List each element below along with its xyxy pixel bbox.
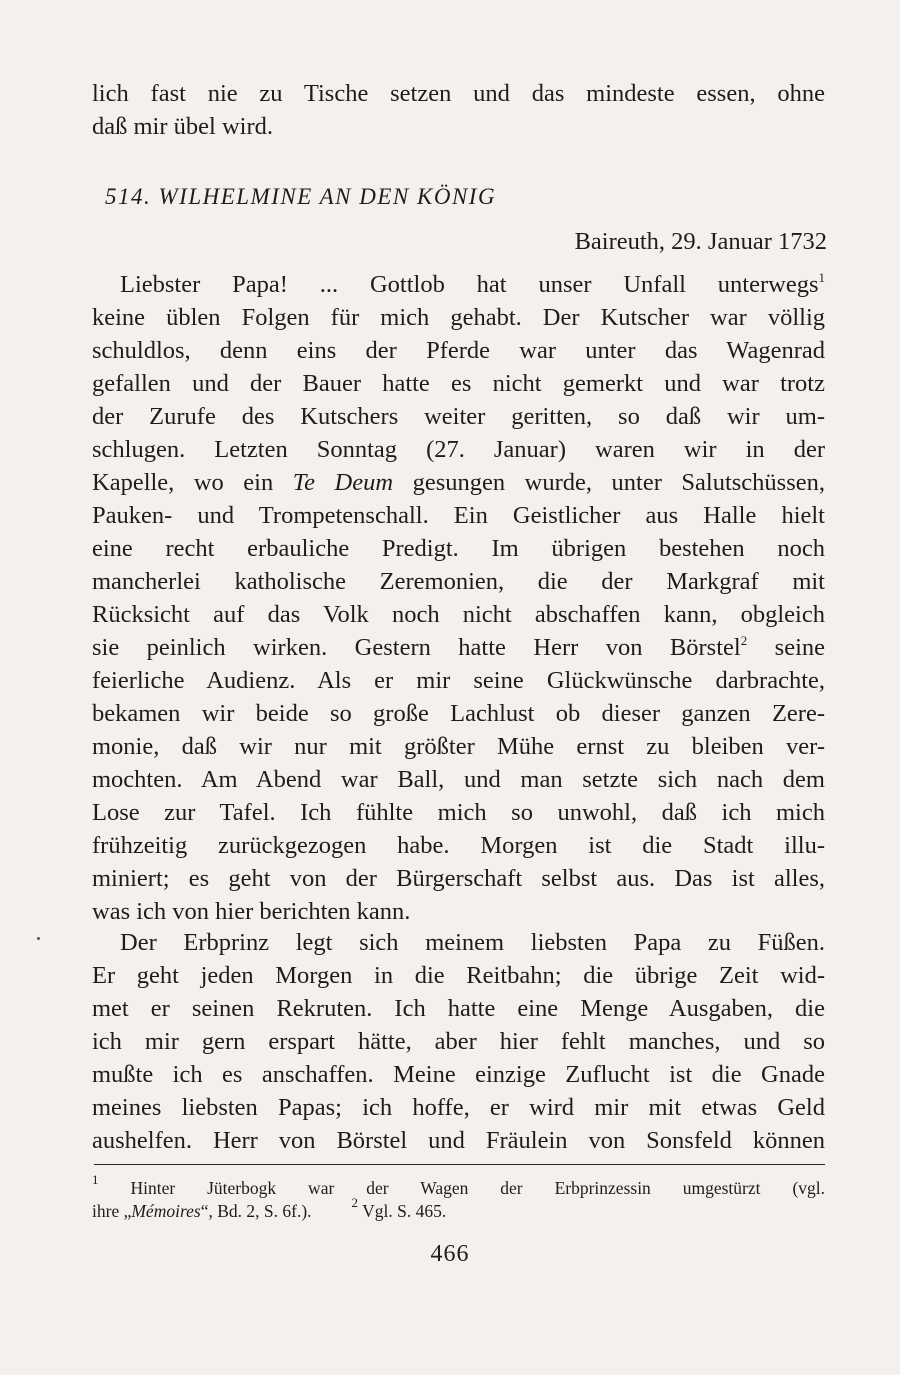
- text-line: Pauken- und Trompetenschall. Ein Geistlicher aus Halle hielt: [92, 502, 825, 529]
- text-line: Kapelle, wo ein Te Deum gesungen wurde, unter Salutschüssen,: [92, 469, 825, 496]
- text-line: met er seinen Rekruten. Ich hatte eine Menge Ausgaben, die: [92, 995, 825, 1022]
- footnote-1: $^1$ Hinter Jüterbogk war der Wagen der Erbprinzessin umgestürzt (vgl.: [92, 1172, 826, 1198]
- text-line: mußte ich es anschaffen. Meine einzige Zuflucht ist die Gnade: [92, 1061, 825, 1088]
- text-line: schlugen. Letzten Sonntag (27. Januar) waren wir in der: [92, 436, 825, 463]
- text-line: mochten. Am Abend war Ball, und man setzte sich nach dem: [92, 766, 825, 793]
- text-line: Er geht jeden Morgen in die Reitbahn; die übrige Zeit wid-: [92, 962, 825, 989]
- letter-heading: 514. WILHELMINE AN DEN KÖNIG: [105, 184, 497, 209]
- footnote-divider: [94, 1164, 825, 1165]
- text-line: mancherlei katholische Zeremonien, die der Markgraf mit: [92, 568, 825, 595]
- page-number: 466: [430, 1241, 470, 1267]
- text-line: lich fast nie zu Tische setzen und das mindeste essen, ohne: [92, 80, 825, 107]
- italic-term: Te Deum: [292, 469, 394, 496]
- text-line: monie, daß wir nur mit größter Mühe ernst zu bleiben ver-: [92, 733, 825, 760]
- footnote-1-continued: ihre „Mémoires“, Bd. 2, S. 6f.). $^2$ Vgl. S. 465.: [92, 1195, 447, 1221]
- text-line: ich mir gern erspart hätte, aber hier fehlt manches, und so: [92, 1028, 825, 1055]
- text-line: Der Erbprinz legt sich meinem liebsten Papa zu Füßen.: [120, 929, 825, 956]
- text-line: Lose zur Tafel. Ich fühlte mich so unwohl, daß ich mich: [92, 799, 825, 826]
- text-line: gefallen und der Bauer hatte es nicht gemerkt und war trotz: [92, 370, 825, 397]
- text-line: daß mir übel wird.: [92, 113, 273, 140]
- text-line: eine recht erbauliche Predigt. Im übrigen bestehen noch: [92, 535, 825, 562]
- text-line: meines liebsten Papas; ich hoffe, er wird mir mit etwas Geld: [92, 1094, 825, 1121]
- italic-title: Mémoires: [131, 1201, 201, 1221]
- text-line: miniert; es geht von der Bürgerschaft selbst aus. Das ist alles,: [92, 865, 825, 892]
- text-line: was ich von hier berichten kann.: [92, 898, 411, 925]
- text-line: Liebster Papa! ... Gottlob hat unser Unfall unterwegs$^1$: [120, 270, 825, 298]
- letter-dateline: Baireuth, 29. Januar 1732: [574, 228, 827, 255]
- text-line: bekamen wir beide so große Lachlust ob dieser ganzen Zere-: [92, 700, 825, 727]
- footnote-mark-2: 2: [351, 1195, 359, 1210]
- footnote-mark-1: 1: [92, 1172, 99, 1187]
- text-line: der Zurufe des Kutschers weiter geritten, so daß wir um-: [92, 403, 825, 430]
- footnote-ref-1: 1: [818, 270, 825, 285]
- text-line: schuldlos, denn eins der Pferde war unter das Wagenrad: [92, 337, 825, 364]
- text-line: sie peinlich wirken. Gestern hatte Herr von Börstel$^2$ seine: [92, 633, 826, 661]
- text-line: Rücksicht auf das Volk noch nicht abschaffen kann, obgleich: [92, 601, 825, 628]
- text-line: keine üblen Folgen für mich gehabt. Der Kutscher war völlig: [92, 304, 825, 331]
- footnote-2: Vgl. S. 465.: [362, 1201, 447, 1221]
- margin-mark: [37, 937, 40, 940]
- text-line: aushelfen. Herr von Börstel und Fräulein von Sonsfeld können: [92, 1127, 825, 1154]
- footnote-ref-2: 2: [740, 633, 748, 648]
- text-line: feierliche Audienz. Als er mir seine Glückwünsche darbrachte,: [92, 667, 825, 694]
- text-line: frühzeitig zurückgezogen habe. Morgen ist die Stadt illu-: [92, 832, 825, 859]
